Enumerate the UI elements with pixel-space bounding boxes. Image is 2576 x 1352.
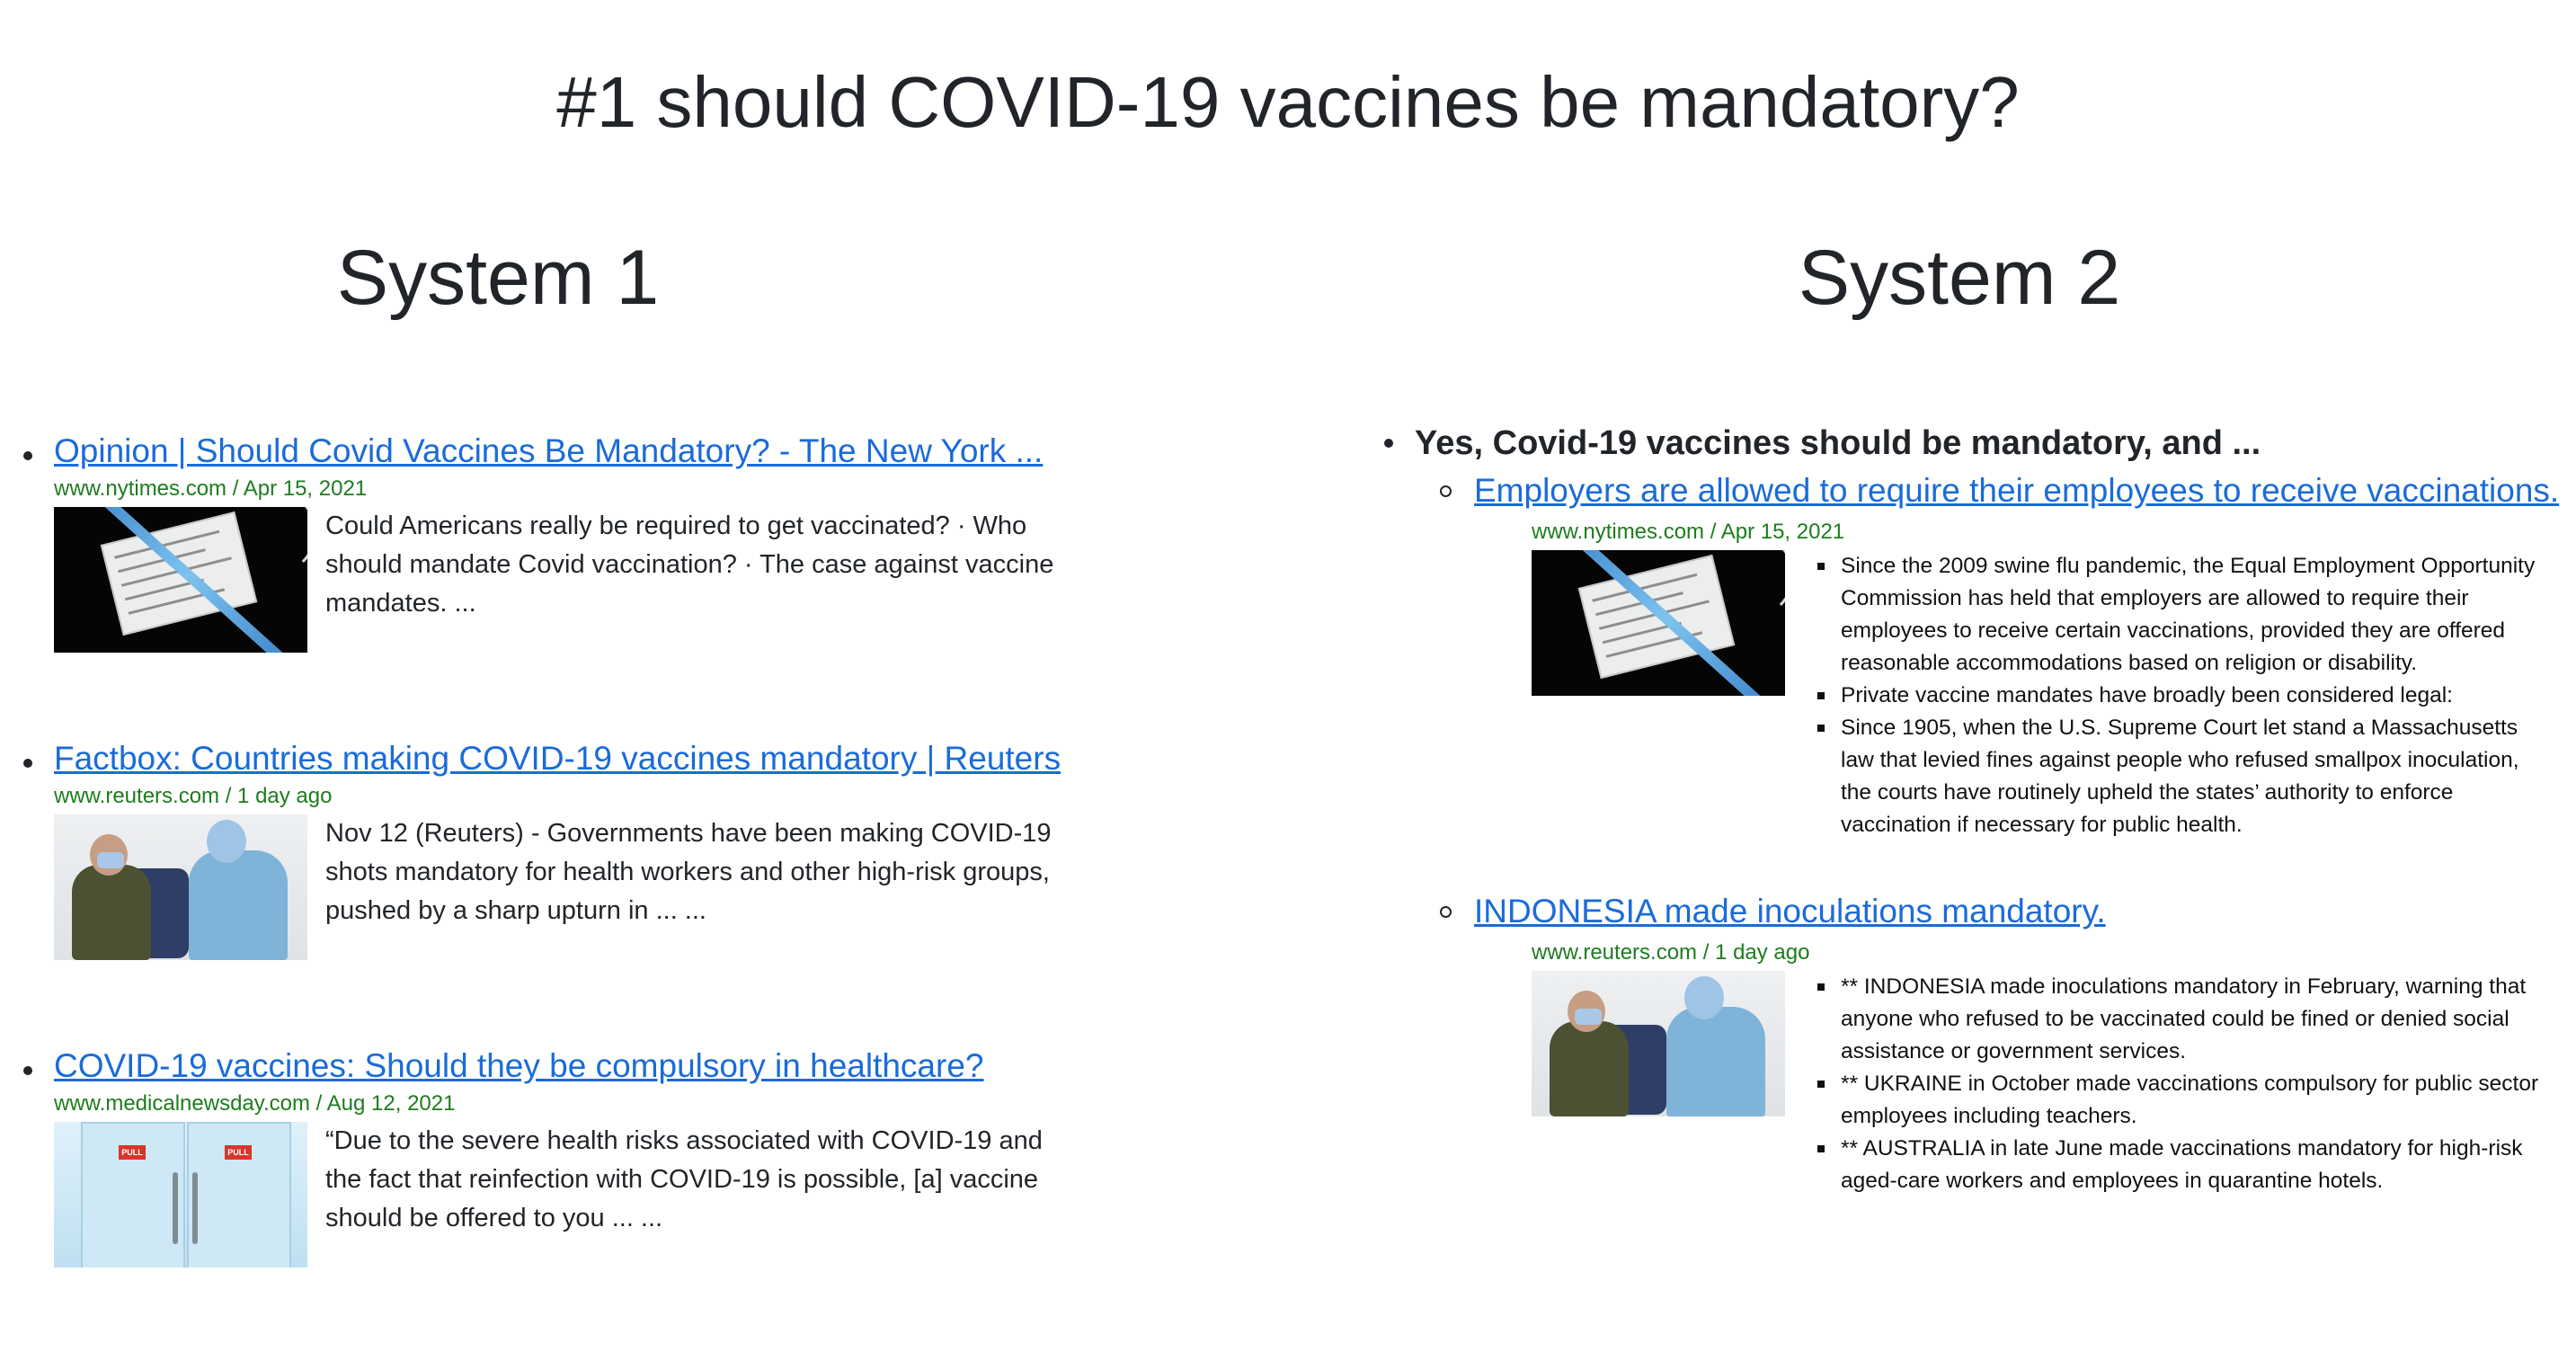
vaccination-card-image: [54, 507, 307, 653]
search-result: [0, 1045, 1294, 1268]
system2-answer-list: [1375, 421, 2576, 1242]
result-title-link[interactable]: COVID-19 vaccines: Should they be compulsory in healthcare?: [54, 1047, 984, 1084]
evidence-bullet: Since the 2009 swine flu pandemic, the Equal Employment Opportunity Commission has held that employers are allowed to require their employees to receive certain vaccinations, provided they are offered reasonable accommodations based on religion or disability.: [1812, 550, 2554, 680]
system2-heading: System 2: [1798, 235, 2121, 321]
evidence-bullets: [1812, 550, 2554, 841]
system1-heading: System 1: [336, 235, 660, 321]
evidence-item: [1415, 466, 2576, 841]
evidence-bullet: ** UKRAINE in October made vaccinations compulsory for public sector employees including teachers.: [1812, 1068, 2554, 1133]
result-body: [54, 507, 1294, 653]
answer-heading: Yes, Covid-19 vaccines should be mandatory, and ...: [1415, 424, 2261, 462]
result-source-meta: www.reuters.com / 1 day ago: [54, 784, 333, 808]
hospital-doors-image: PULL PULL: [54, 1122, 307, 1268]
evidence-bullet: ** AUSTRALIA in late June made vaccinations mandatory for high-risk aged-care workers and employees in quarantine hotels.: [1812, 1133, 2554, 1197]
page-title: #1 should COVID-19 vaccines be mandatory?: [556, 62, 2020, 142]
evidence-bullets: [1812, 971, 2554, 1197]
soldier-vaccination-image: [54, 814, 307, 960]
evidence-title-link[interactable]: Employers are allowed to require their employees to receive vaccinations.: [1474, 472, 2560, 509]
search-result: [0, 430, 1294, 653]
evidence-body: [1532, 971, 2576, 1197]
search-result: [0, 737, 1294, 960]
system1-results-list: [0, 430, 1294, 1352]
evidence-bullet: ** INDONESIA made inoculations mandatory in February, warning that anyone who refused to be vaccinated could be fined or denied social assistance or government services.: [1812, 971, 2554, 1068]
evidence-title-link[interactable]: INDONESIA made inoculations mandatory.: [1474, 893, 2106, 930]
evidence-list: [1415, 466, 2576, 1197]
evidence-body: [1532, 550, 2576, 841]
result-source-meta: www.nytimes.com / Apr 15, 2021: [54, 476, 368, 501]
evidence-item: [1415, 886, 2576, 1197]
result-title-link[interactable]: Factbox: Countries making COVID-19 vaccines mandatory | Reuters: [54, 740, 1061, 777]
result-title-link[interactable]: Opinion | Should Covid Vaccines Be Mandatory? - The New York ...: [54, 432, 1044, 469]
result-snippet: Nov 12 (Reuters) - Governments have been making COVID-19 shots mandatory for health workers and other high-risk groups, pushed by a sharp upturn in ... ...: [325, 819, 1052, 925]
result-source-meta: www.medicalnewsday.com / Aug 12, 2021: [54, 1091, 456, 1116]
vaccination-card-image: [1532, 550, 1785, 696]
result-body: [54, 814, 1294, 960]
soldier-vaccination-image: [1532, 971, 1785, 1116]
evidence-bullet: Since 1905, when the U.S. Supreme Court let stand a Massachusetts law that levied fines against people who refused smallpox inoculation, the courts have routinely upheld the states’ authority to enforce vaccination if necessary for public health.: [1812, 712, 2554, 841]
evidence-bullet: Private vaccine mandates have broadly been considered legal:: [1812, 680, 2554, 712]
result-body: [54, 1122, 1294, 1268]
answer-item: [1375, 421, 2576, 1197]
result-snippet: “Due to the severe health risks associated with COVID-19 and the fact that reinfection with COVID-19 is possible, [a] vaccine should be offered to you ... ...: [325, 1126, 1043, 1232]
evidence-source-meta: www.nytimes.com / Apr 15, 2021: [1532, 520, 1845, 544]
result-snippet: Could Americans really be required to get vaccinated? · Who should mandate Covid vaccination? · The case against vaccine mandates. ...: [325, 511, 1054, 618]
evidence-source-meta: www.reuters.com / 1 day ago: [1532, 940, 1810, 965]
